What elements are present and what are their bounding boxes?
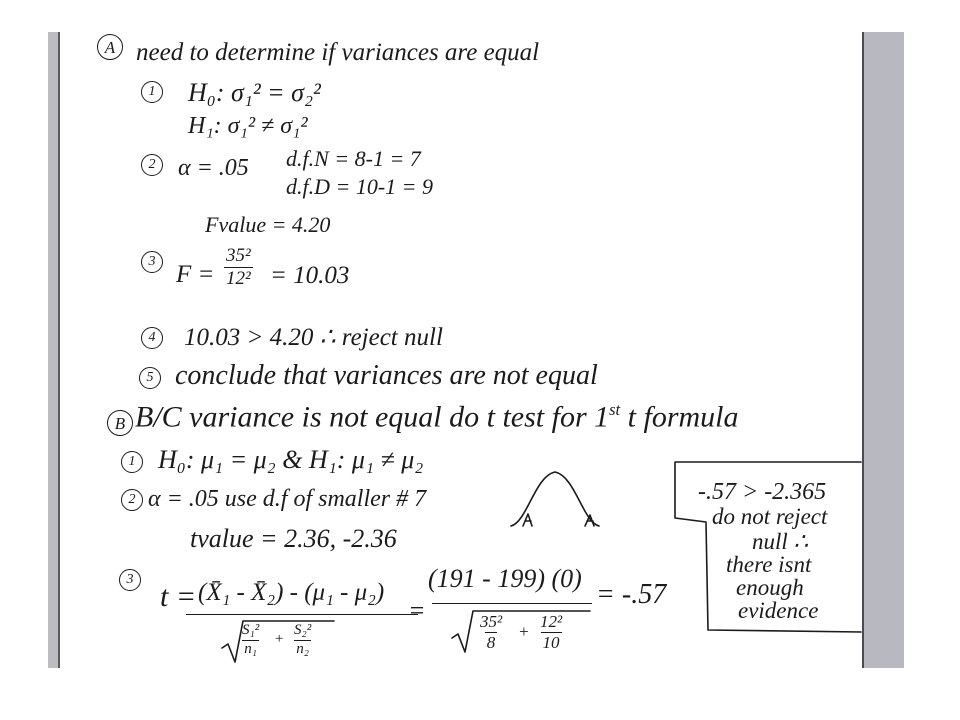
decision-text: 10.03 > 4.20 ∴ reject null — [184, 324, 443, 351]
term-numerator: 35² — [480, 612, 503, 631]
part-a-heading: need to determine if variances are equal — [136, 39, 540, 66]
step-number: 1 — [141, 81, 163, 103]
radicand-plus: + — [274, 631, 285, 647]
radicand-term-1 — [478, 613, 504, 652]
term-numerator: 12² — [540, 612, 563, 631]
substituted-fraction-bar — [432, 603, 592, 604]
part-b-marker: B — [107, 410, 133, 436]
alpha-and-df-text: α = .05 use d.f of smaller # 7 — [148, 486, 427, 512]
step-number: 2 — [141, 154, 163, 176]
f-statistic-label: F = — [176, 261, 215, 288]
conclusion-line: there isnt — [726, 552, 812, 577]
term-denominator: 10 — [542, 632, 560, 652]
df-denominator: d.f.D = 10-1 = 9 — [286, 174, 434, 199]
rejection-region-mark-right — [585, 515, 594, 526]
alpha-level: α = .05 — [178, 155, 249, 181]
term-numerator: S₂² — [294, 622, 312, 638]
t-formula-numerator: (X̄₁ - X̄₂) - (μ₁ - μ₂) — [198, 579, 385, 606]
f-statistic-fraction — [224, 246, 253, 289]
heading-tail: t formula — [620, 400, 739, 434]
conclusion-text: conclude that variances are not equal — [175, 360, 598, 391]
t-statistic-result: = -.57 — [596, 579, 667, 610]
term-denominator: n₂ — [296, 640, 309, 657]
radicand-plus: + — [518, 622, 530, 641]
scan-border-left — [48, 32, 58, 668]
step-number: 5 — [139, 367, 161, 389]
term-denominator: 8 — [486, 632, 496, 652]
conclusion-line: do not reject — [712, 504, 828, 529]
radicand-term-2 — [538, 613, 564, 652]
t-test-hypotheses: H₀: μ₁ = μ₂ & H₁: μ₁ ≠ μ₂ — [158, 445, 424, 474]
equals-sign: = — [408, 596, 426, 625]
t-formula-fraction-bar — [186, 614, 418, 615]
scan-border-right — [864, 32, 904, 668]
conclusion-line: evidence — [738, 598, 819, 623]
bell-curve-sketch — [505, 466, 605, 532]
fraction-numerator: 35² — [226, 245, 251, 266]
t-critical-value: tvalue = 2.36, -2.36 — [190, 524, 397, 553]
f-statistic-result: = 10.03 — [270, 262, 350, 289]
step-number: 3 — [141, 251, 163, 273]
null-hypothesis: H₀: σ₁² = σ₂² — [188, 78, 321, 107]
radicand-term-2 — [292, 623, 313, 658]
conclusion-line: enough — [736, 575, 804, 600]
heading-main: B/C variance is not equal do t test for 1 — [135, 400, 610, 434]
fraction-denominator: 12² — [226, 267, 251, 289]
step-number: 1 — [121, 451, 143, 473]
heading-ordinal-suffix: st — [609, 400, 621, 419]
part-b-heading — [135, 402, 739, 433]
radicand-term-1 — [240, 623, 261, 658]
rejection-region-mark-left — [523, 514, 532, 526]
t-statistic-label: t = — [160, 580, 197, 613]
df-numerator: d.f.N = 8-1 = 7 — [286, 146, 421, 171]
step-number: 4 — [141, 327, 163, 349]
term-denominator: n₁ — [244, 640, 257, 657]
term-numerator: S₁² — [242, 622, 260, 638]
step-number: 2 — [121, 489, 143, 511]
substituted-numerator: (191 - 199) (0) — [428, 564, 582, 593]
step-number: 3 — [119, 569, 141, 591]
part-a-marker: A — [97, 34, 123, 60]
f-critical-value: Fvalue = 4.20 — [205, 212, 331, 237]
alternative-hypothesis: H₁: σ₁² ≠ σ₁² — [188, 113, 308, 139]
conclusion-line: -.57 > -2.365 — [698, 479, 827, 505]
conclusion-line: null ∴ — [752, 529, 809, 554]
